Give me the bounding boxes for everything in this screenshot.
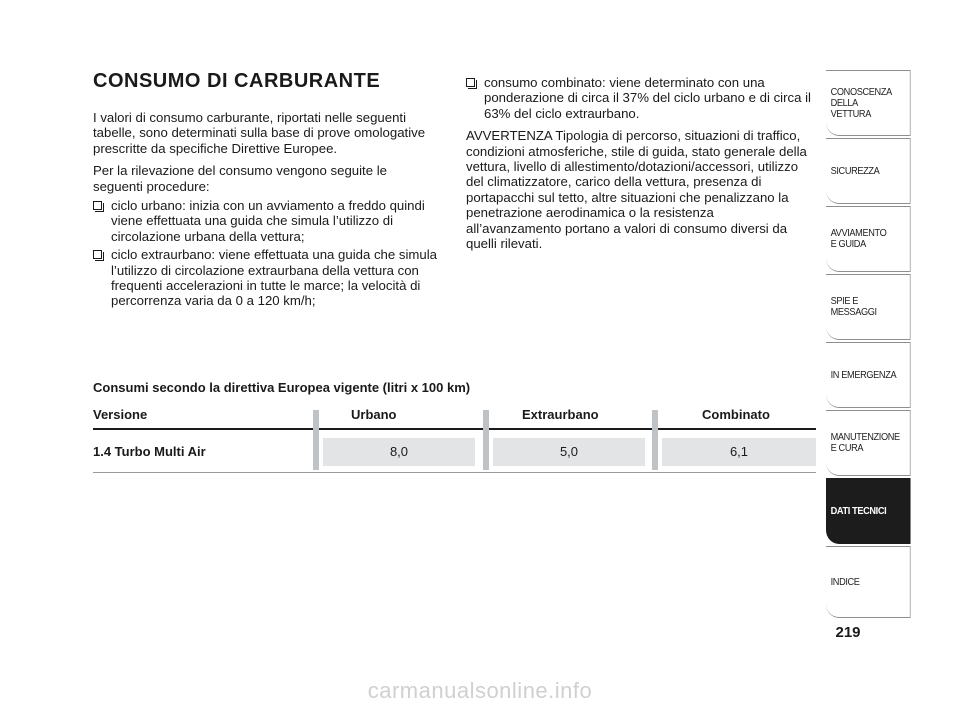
cell-combinato: 6,1 <box>662 438 816 466</box>
checkbox-bullet-icon <box>93 201 102 210</box>
page-title: CONSUMO DI CARBURANTE <box>93 70 381 92</box>
checkbox-bullet-icon <box>93 250 102 259</box>
tab-label: INDICE <box>830 576 860 588</box>
right-column <box>466 75 811 258</box>
watermark: carmanualsonline.info <box>367 678 593 703</box>
bullet-text: consumo combinato: viene determinato con una ponderazione di circa il 37% del ciclo urbano e di circa il 63% del ciclo extraurbano. <box>484 75 811 121</box>
tab-label: IN EMERGENZA <box>830 369 897 381</box>
table-row-label: 1.4 Turbo Multi Air <box>93 444 206 459</box>
tab-avviamento[interactable] <box>826 206 911 272</box>
procedure-paragraph: Per la rilevazione del consumo vengono seguite le seguenti procedure: <box>93 163 387 194</box>
cell-extraurbano: 5,0 <box>493 438 645 466</box>
bullet-item <box>93 247 438 309</box>
table-bottom-rule <box>93 472 816 473</box>
bullet-text: ciclo extraurbano: viene effettuata una guida che simula l’utilizzo di circolazione extraurbana della vettura con frequenti accelerazioni in tutte le marce; la velocità di percorrenza varia da 0 a 120 km/h; <box>111 247 437 309</box>
tab-emergenza[interactable] <box>826 342 911 408</box>
tab-indice[interactable] <box>826 546 911 618</box>
tab-spie[interactable] <box>826 274 911 340</box>
column-separator <box>483 410 489 470</box>
left-column <box>93 110 438 312</box>
header-extraurbano: Extraurbano <box>522 407 599 422</box>
tab-label: DATI TECNICI <box>830 505 887 517</box>
tab-label: CONOSCENZA DELLA VETTURA <box>830 86 892 120</box>
header-versione: Versione <box>93 407 148 422</box>
tab-label: MANUTENZIONE E CURA <box>830 432 900 454</box>
column-separator <box>652 410 658 470</box>
header-urbano: Urbano <box>351 407 397 422</box>
cell-urbano: 8,0 <box>323 438 475 466</box>
column-separator <box>313 410 319 470</box>
header-combinato: Combinato <box>702 407 770 422</box>
table-caption: Consumi secondo la direttiva Europea vigente (litri x 100 km) <box>93 380 471 395</box>
bullet-text: ciclo urbano: inizia con un avviamento a freddo quindi viene effettuata una guida che simula l’utilizzo di circolazione urbana della vettura; <box>111 198 425 244</box>
tab-sicurezza[interactable] <box>826 138 911 204</box>
tab-label: SICUREZZA <box>830 165 880 177</box>
checkbox-bullet-icon <box>466 78 475 87</box>
tab-conoscenza[interactable] <box>826 70 911 136</box>
warning-paragraph: AVVERTENZA Tipologia di percorso, situazioni di traffico, condizioni atmosferiche, stile di guida, stato generale della vettura, livello di allestimento/dotazioni/accessori, utilizzo del climatizzatore, carico della vettura, presenza di portapacchi sul tetto, altre situazioni che penalizzano la penetrazione aerodinamica o la resistenza all’avanzamento portano a valori di consumo diversi da quelli rilevati. <box>466 128 807 252</box>
intro-paragraph: I valori di consumo carburante, riportati nelle seguenti tabelle, sono determinati sulla base di prove omologative prescritte da specifiche Direttive Europee. <box>93 110 426 156</box>
tab-manutenzione[interactable] <box>826 410 911 476</box>
table-header-rule <box>93 428 816 430</box>
tab-dati-tecnici[interactable] <box>826 478 911 544</box>
bullet-item <box>466 75 811 121</box>
bullet-item <box>93 198 438 244</box>
tab-label: SPIE E MESSAGGI <box>830 296 877 318</box>
tab-label: AVVIAMENTO E GUIDA <box>830 228 887 250</box>
page-number: 219 <box>835 624 861 641</box>
